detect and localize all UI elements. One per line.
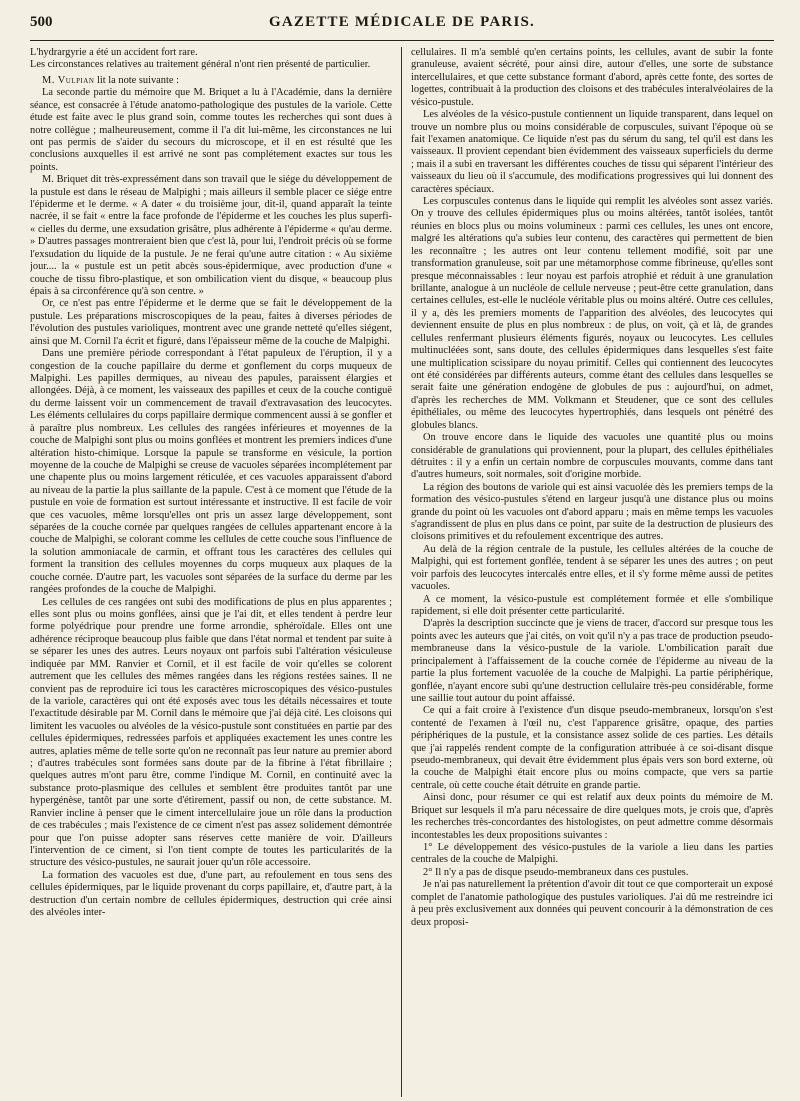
paragraph: Les cellules de ces rangées ont subi des modifications de plus en plus apparentes ; elles sont plus ou moins gonflées, ainsi que je l'ai dit, et elles tendent à perdre leur forme polyédrique pour prendre une forme arrondie, sphéroïdale. Elles ont une adhérence réciproque beaucoup plus faible que dans l'état normal et tendent par suite à se séparer les unes des autres. Leurs noyaux ont parfois subi l'altération vésiculeuse indiquée par MM. Ranvier et Cornil, et il est facile de voir qu'elles se colorent autrement que les cellules des mêmes rangées dans les régions restées saines. Il ne convient pas de reproduire ici tous les caractères microscopiques des vésico-pustules de la variole, caractères qui ont été exposés avec tous les détails nécessaires et toute l'exactitude désirable par M. Cornil dans le mémoire que j'ai déjà cité. Les cloisons qui limitent les vacuoles ou alvéoles de la vésico-pustule sont constituées en partie par des cellules épidermiques, redressées parfois et appliquées exactement les unes contre les autres, aplaties même de telle sorte qu'on ne reconnaît pas leur nature au premier abord ; d'autres trabécules sont formées sans doute par de la fibrine à l'état fibrillaire ; quelques autres m'ont paru être, comme l'indique M. Cornil, en continuité avec la substance proto-plasmique des cellules et semblent être produites tantôt par une hypergénèse, tantôt par une sorte d'étirement, passif ou non, de cette substance. M. Ranvier incline à penser que le ciment intercellulaire joue un rôle dans la production de ces trabécules ; mais l'existence de ce ciment n'est pas assez solidement démontrée pour que l'on puisse adopter sans réserves cette manière de voir. D'ailleurs l'intervention de ce ciment, si l'on tient compte de toutes les particularités de la structure des vésico-pustules, ne saurait jouer qu'un rôle accessoire.: [30, 596, 392, 869]
paragraph: cellulaires. Il m'a semblé qu'en certains points, les cellules, avant de subir la fonte granuleuse, avaient sécrété, pour ainsi dire, autour d'elles, une sorte de substance intercellulaires, et que cette substance formant d'abord, après cette fonte, des sortes de logettes, contribuait à la production des cloisons et des trabécules interalvéolaires de la vésico-pustule.: [411, 47, 773, 108]
left-column: [30, 47, 392, 1097]
paragraph: Dans une première période correspondant à l'état papuleux de l'éruption, il y a congestion de la couche papillaire du derme et gonflement du corps muqueux de Malpighi. Les papilles dermiques, au niveau des papules, paraissent élargies et allongées. Déjà, à ce moment, les vaisseaux des papilles et ceux de la couche contiguë du derme laissent voir un commencement de travail d'extravasation des leucocytes. Les éléments cellulaires du corps papillaire dermique commencent aussi à se gonfler et à paraître plus nombreux. Les cellules des rangées inférieures et moyennes de la couche de Malpighi sont plus ou moins gonflées et montrent les premiers indices d'une altération histo-chimique. Lorsque la papule se transforme en vésicule, la portion moyenne de la couche de Malpighi se creuse de vacuoles séparées incomplétement par une chapente plus ou moins largement réticulée, et ces vacuoles apparaissent d'abord au niveau de la partie la plus saillante de la papule. C'est à ce moment que l'étude de la pustule en voie de formation est surtout intéressante et instructive. Il est facile de voir que ces vacuoles, même lorsqu'elles ont pris un assez large développement, sont séparées de la couche cornée par quelques rangées de cellules appartenant encore à la couche de Malpighi, se colorant comme les cellules de cette couche sous l'influence de la solution ammoniacale de carmin, et offrant tous les caractères des cellules qui forment la transition des cellules moyennes du corps muqueux aux plaques de la couche cornée. D'autre part, les vacuoles sont séparées de la surface du derme par les rangées profondes de la couche de Malpighi.: [30, 348, 392, 596]
page-header: [30, 14, 774, 41]
paragraph: La région des boutons de variole qui est ainsi vacuolée dès les premiers temps de la formation des vésico-pustules s'étend en largeur jusqu'à une distance plus ou moins grande du point où les vacuoles ont d'abord apparu ; mais en même temps les vacuoles s'agrandissent de plus en plus dans ce point, par suite de la destruction de plusieurs des cloisons primitives et du refoulement excentrique des autres.: [411, 481, 773, 543]
paragraph: Les circonstances relatives au traitement général n'ont rien présenté de particulier.: [30, 59, 371, 71]
column-divider: [401, 47, 402, 1097]
paragraph: On trouve encore dans le liquide des vacuoles une quantité plus ou moins considérable de granulations qui proviennent, pour la plupart, des cellules épithéliales détruites : il y a enfin un certain nombre de corpuscules mouvants, comme dans tant d'autres humeurs, soit normales, soit d'origine morbide.: [411, 432, 773, 481]
paragraph: Les alvéoles de la vésico-pustule contiennent un liquide transparent, dans lequel on trouve un nombre plus ou moins considérable de corpuscules, suivant l'époque où se fait l'examen anatomique. Ce liquide n'est pas du sérum du sang, tel qu'il est dans les vaisseaux. Il provient cependant bien évidemment des vaisseaux superficiels du derme ; mais il a subi en traversant les différentes couches de tissu qui séparent l'intérieur des vaisseaux du lieu où il s'accumule, des modifications progressives qui lui donnent des caractères spéciaux.: [411, 109, 773, 195]
paragraph: Les corpuscules contenus dans le liquide qui remplit les alvéoles sont assez variés. On y trouve des cellules épidermiques plus ou moins altérées, tantôt isolées, tantôt réunies en blocs plus ou moins volumineux : parmi ces cellules, les unes ont encore, malgré les altérations qu'a subies leur contenu, des caractères qui permettent de bien les reconnaître ; les autres ont leur contenu tellement modifié, soit par une transformation granuleuse, soit par une métamorphose comme fibrineuse, qu'elles sont presque méconnaissables : leur noyau est parfois atrophié et réduit à une granulation brillante, analogue à un nucléole de cellule nerveuse ; peut-être cette granulation, dans certaines cellules, est-elle le nucléole véritable plus ou moins altéré. Outre ces cellules, il y a, dès les premiers moments de l'apparition des alvéoles, des leucocytes qui deviennent ensuite de plus en plus nombreux : de plus, on voit, çà et là, de grandes cellules renfermant plusieurs éléments figurés, noyaux ou leucocytes. Les cellules multinucléées sont, sans doute, des cellules épidermiques dans lesquelles s'est faite une multiplication scissipare du noyau primitif. Celles qui contiennent des leucocytes ont été considérées par différents auteurs, comme étant des cellules dans lesquelles se serait faite une génération endogène de globules de pus : aujourd'hui, on admet, d'après les recherches de MM. Volkmann et Steudener, que ce sont des cellules épithéliales, ou même des leucocytes hypertrophiés, dans lesquels ont pénétré des globules blancs.: [411, 196, 773, 431]
paragraph: D'après la description succincte que je viens de tracer, d'accord sur presque tous les points avec les auteurs que j'ai cités, on voit qu'il n'y a pas trace de production pseudo-membraneuse dans la vésico-pustule de la variole. L'ombilication paraît due principalement à l'affaissement de la couche cornée de l'épiderme au niveau de la partie la plus fortement vacuolée de la couche de Malpighi. La partie périphérique, gonflée, n'ayant encore subi qu'une destruction cellulaire très-peu considérable, forme une saillie tout autour du point affaissé.: [411, 618, 773, 704]
paragraph: Ainsi donc, pour résumer ce qui est relatif aux deux points du mémoire de M. Briquet sur lesquels il m'a paru nécessaire de dire quelques mots, je crois que, d'après les recherches très-concordantes des histologistes, on peut admettre comme désormais incontestables les deux propositions suivantes :: [411, 792, 773, 841]
paragraph: L'hydrargyrie a été un accident fort rare.: [30, 47, 198, 58]
proposition-1: 1° Le développement des vésico-pustules de la variole a lieu dans les parties centrales de la couche de Malpighi.: [411, 842, 773, 866]
paragraph: Je n'ai pas naturellement la prétention d'avoir dit tout ce que comporterait un exposé complet de l'anatomie pathologique des pustules varioliques. J'ai dû me restreindre ici à peu près exclusivement aux données qui peuvent concourir à la démonstration de ces deux proposi-: [411, 879, 773, 928]
speaker-name: M. Vulpian: [42, 74, 95, 86]
article-columns: [30, 47, 774, 1097]
speaker-intro-text: lit la note suivante :: [94, 74, 179, 86]
page-number: 500: [30, 14, 53, 30]
journal-title: GAZETTE MÉDICALE DE PARIS.: [269, 14, 535, 30]
paragraph: La seconde partie du mémoire que M. Briquet a lu à l'Académie, dans la dernière séance, est consacrée à l'étude anatomo-pathologique des pustules de la variole. Cette étude est faite avec le plus grand soin, comme toutes les recherches qui sont dues à notre collègue ; malheureusement, comme il l'a dit lui-même, les circonstances ne lui ont pas permis de s'aider du secours du microscope, et il en est résulté que les conclusions auxquelles il est arrivé ne sont pas complétement exactes sur tous les points.: [30, 87, 392, 173]
paragraph: La formation des vacuoles est due, d'une part, au refoulement en tous sens des cellules épidermiques, par le liquide provenant du corps papillaire, et, d'autre part, à la destruction d'un certain nombre de cellules épidermiques, destruction qui crée ainsi des alvéoles inter-: [30, 869, 392, 919]
paragraph: Or, ce n'est pas entre l'épiderme et le derme que se fait le développement de la pustule. Les préparations miscroscopiques de la peau, faites à diverses périodes de l'évolution des pustules varioliques, montrent avec une grande netteté qu'elles siégent, ainsi que M. Cornil l'a écrit et figuré, dans l'épaisseur même de la couche de Malpighi.: [30, 298, 392, 347]
paragraph: Au delà de la région centrale de la pustule, les cellules altérées de la couche de Malpighi, qui est fortement gonflée, tendent à se séparer les unes des autres ; on peut voir parfois des leucocytes intercalés entre elles, et il s'y forme même aussi de petites vacuoles.: [411, 543, 773, 593]
speaker-intro: [30, 75, 392, 87]
right-column: [411, 47, 773, 1097]
paragraph: A ce moment, la vésico-pustule est complétement formée et elle s'ombilique rapidement, si elle doit présenter cette particularité.: [411, 593, 773, 617]
proposition-2: 2° Il n'y a pas de disque pseudo-membraneux dans ces pustules.: [423, 866, 689, 878]
paragraph: Ce qui a fait croire à l'existence d'un disque pseudo-membraneux, lorsqu'on s'est contenté de l'examen à l'œil nu, c'est l'apparence grisâtre, opaque, des parties périphériques de la pustule, et la consistance assez solide de ces parties. Les détails que j'ai rappelés rendent compte de la configuration attribuée à ce soi-disant disque pseudo-membraneux, qui devait être évidemment plus épais vers son bord externe, où la couche de Malpighi était encore plus ou moins compacte, que vers sa partie centrale, où cette couche était détruite en grande partie.: [411, 705, 773, 791]
paragraph: M. Briquet dit très-expressément dans son travail que le siége du développement de la pustule est dans le réseau de Malpighi ; mais ailleurs il semble placer ce siége entre l'épiderme et le derme. « A dater « du troisième jour, dit-il, quand apparaît la teinte nacrée, il se fait « entre la face profonde de l'épiderme et les couches les plus superfi- « cielles du derme, une exsudation grisâtre, plus adhérente à l'épiderme « qu'au derme. » D'autres passages montreraient bien que c'est là, pour lui, l'endroit précis où se forme l'exsudation du liquide de la pustule. Je ne ferai qu'une autre citation : « Au sixième jour.... la « pustule est un petit abcès sous-épidermique, avec production d'une « couche de tissu fibro-plastique, et son ombilication vient du disque, « beaucoup plus épais à sa circonférence qu'à son centre. »: [30, 174, 392, 298]
